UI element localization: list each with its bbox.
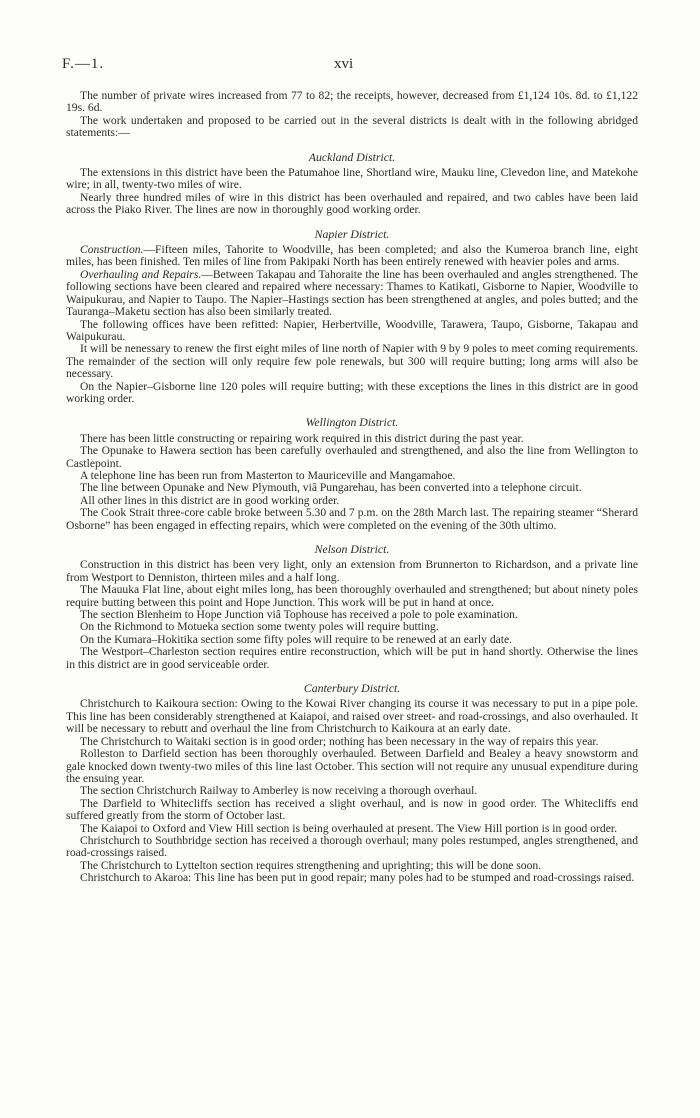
section-heading-wellington: Wellington District.	[305, 415, 399, 430]
paragraph: The line between Opunake and New Plymouth, viâ Pungarehau, has been converted into a telephone circuit.	[80, 481, 582, 495]
paragraph: On the Richmond to Motueka section some twenty poles will require butting.	[80, 620, 439, 634]
section-heading-canterbury: Canterbury District.	[303, 681, 401, 696]
report-body	[66, 90, 638, 885]
paragraph: The following offices have been refitted: Napier, Herbertville, Woodville, Tarawera, Taupo, Gisborne, Takapau and Waipukurau.	[66, 317, 638, 343]
page-number: xvi	[334, 56, 354, 72]
paragraph: The Christchurch to Lyttelton section requires strengthening and uprighting; this will be done soon.	[80, 858, 542, 872]
paragraph: The Opunake to Hawera section has been carefully overhauled and strengthened, and also the line from Wellington to Castlepoint.	[66, 444, 638, 470]
paragraph: A telephone line has been run from Masterton to Mauriceville and Mangamahoe.	[80, 468, 456, 482]
paragraph: The Darfield to Whitecliffs section has received a slight overhaul, and is now in good order. The Whitecliffs end suffered greatly from the storm of October last.	[66, 796, 638, 823]
paragraph: The Kaiapoi to Oxford and View Hill section is being overhauled at present. The View Hill portion is in good order.	[80, 821, 617, 835]
paragraph: It will be nenessary to renew the first eight miles of line north of Napier with 9 by 9 poles to meet coming requirements. The remainder of the section will only require few pole renewals, but 300 will require butting; long arms will also be necessary.	[66, 342, 638, 381]
paragraph-overhauling	[66, 269, 638, 319]
construction-lead: Construction.	[80, 243, 144, 257]
paragraph: The number of private wires increased from 77 to 82; the receipts, however, decreased from £1,124 10s. 8d. to £1,122 19s. 6d.	[66, 89, 638, 115]
paragraph: The Westport–Charleston section requires entire reconstruction, which will be put in hand shortly. Otherwise the lines in this district are in good serviceable order.	[66, 645, 638, 671]
paragraph-construction	[66, 244, 638, 269]
paragraph: The section Blenheim to Hope Junction viâ Tophouse has received a pole to pole examination.	[80, 608, 518, 622]
paragraph: The work undertaken and proposed to be carried out in the several districts is dealt with in the following abridged statements:—	[66, 113, 638, 140]
overhauling-lead: Overhauling and Repairs.	[80, 267, 202, 281]
section-heading-auckland: Auckland District.	[308, 149, 396, 164]
paragraph: Construction in this district has been very light, only an extension from Brunnerton to Richardson, and a private line from Westport to Denniston, thirteen miles and a half long.	[66, 558, 638, 584]
paragraph: The section Christchurch Railway to Amberley is now receiving a thorough overhaul.	[80, 784, 478, 798]
paragraph: On the Napier–Gisborne line 120 poles will require butting; with these exceptions the lines in this district are in good working order.	[66, 379, 638, 405]
page-header	[62, 58, 642, 76]
paragraph: The Mauuka Flat line, about eight miles long, has been thoroughly overhauled and strengthened; but about ninety poles require butting between this point and Hope Junction. This work will be put in hand at once.	[66, 583, 638, 609]
section-heading-napier: Napier District.	[314, 226, 390, 241]
section-heading-nelson: Nelson District.	[314, 542, 390, 556]
paragraph: All other lines in this district are in good working order.	[80, 493, 340, 507]
paragraph: The Christchurch to Waitaki section is in good order; nothing has been necessary in the way of repairs this year.	[80, 734, 599, 748]
paragraph: The extensions in this district have been the Patumahoe line, Shortland wire, Mauku line, Clevedon line, and Matekohe wire; in all, twenty-two miles of wire.	[66, 166, 638, 192]
paragraph: Christchurch to Kaikoura section: Owing to the Kowai River changing its course it was necessary to put in a pipe pole. This line has been considerably strengthened at Kaiapoi, and raised over street- and road-crossings, and also overhauled. It will be necessary to rebutt and overhaul the line from Christchurch to Kaikoura at an early date.	[66, 697, 638, 736]
paragraph: On the Kumara–Hokitika section some fifty poles will require to be renewed at an early date.	[80, 632, 513, 646]
paragraph: Rolleston to Darfield section has been thoroughly overhauled. Between Darfield and Bealey a heavy snowstorm and gale knocked down twenty-two miles of this line last October. This section will not require any unusual expenditure during the ensuing year.	[66, 747, 638, 785]
paragraph: Christchurch to Southbridge section has received a thorough overhaul; many poles restumped, angles strengthened, and road-crossings raised.	[66, 833, 638, 860]
document-id: F.—1.	[62, 56, 105, 72]
paragraph: Christchurch to Akaroa: This line has been put in good repair; many poles had to be stumped and road-crossings raised.	[80, 871, 635, 885]
construction-text: —Fifteen miles, Tahorite to Woodville, has been completed; and also the Kumeroa branch line, eight miles, has been finished. Ten miles of line from Pakipaki North has been entirely renewed with heavier poles and arms.	[66, 243, 638, 269]
paragraph: Nearly three hundred miles of wire in this district has been overhauled and repaired, and two cables have been laid across the Piako River. The lines are now in thoroughly good working order.	[66, 190, 638, 217]
paragraph: The Cook Strait three-core cable broke between 5.30 and 7 p.m. on the 28th March last. The repairing steamer “Sherard Osborne” has been engaged in effecting repairs, which were completed on the evening of the 30th ultimo.	[66, 506, 638, 532]
overhauling-text: —Between Takapau and Tahoraite the line has been overhauled and angles strengthened. The following sections have been cleared and repaired where necessary: Thames to Katikati, Gisborne to Napier, Woodville to Waipukurau, and Napier to Taupo. The Napier–Hastings section has been strengthened at angles, and poles butted; and the Tauranga–Maketu section has also been similarly treated.	[66, 267, 638, 319]
paragraph: There has been little constructing or repairing work required in this district during the past year.	[80, 431, 524, 445]
